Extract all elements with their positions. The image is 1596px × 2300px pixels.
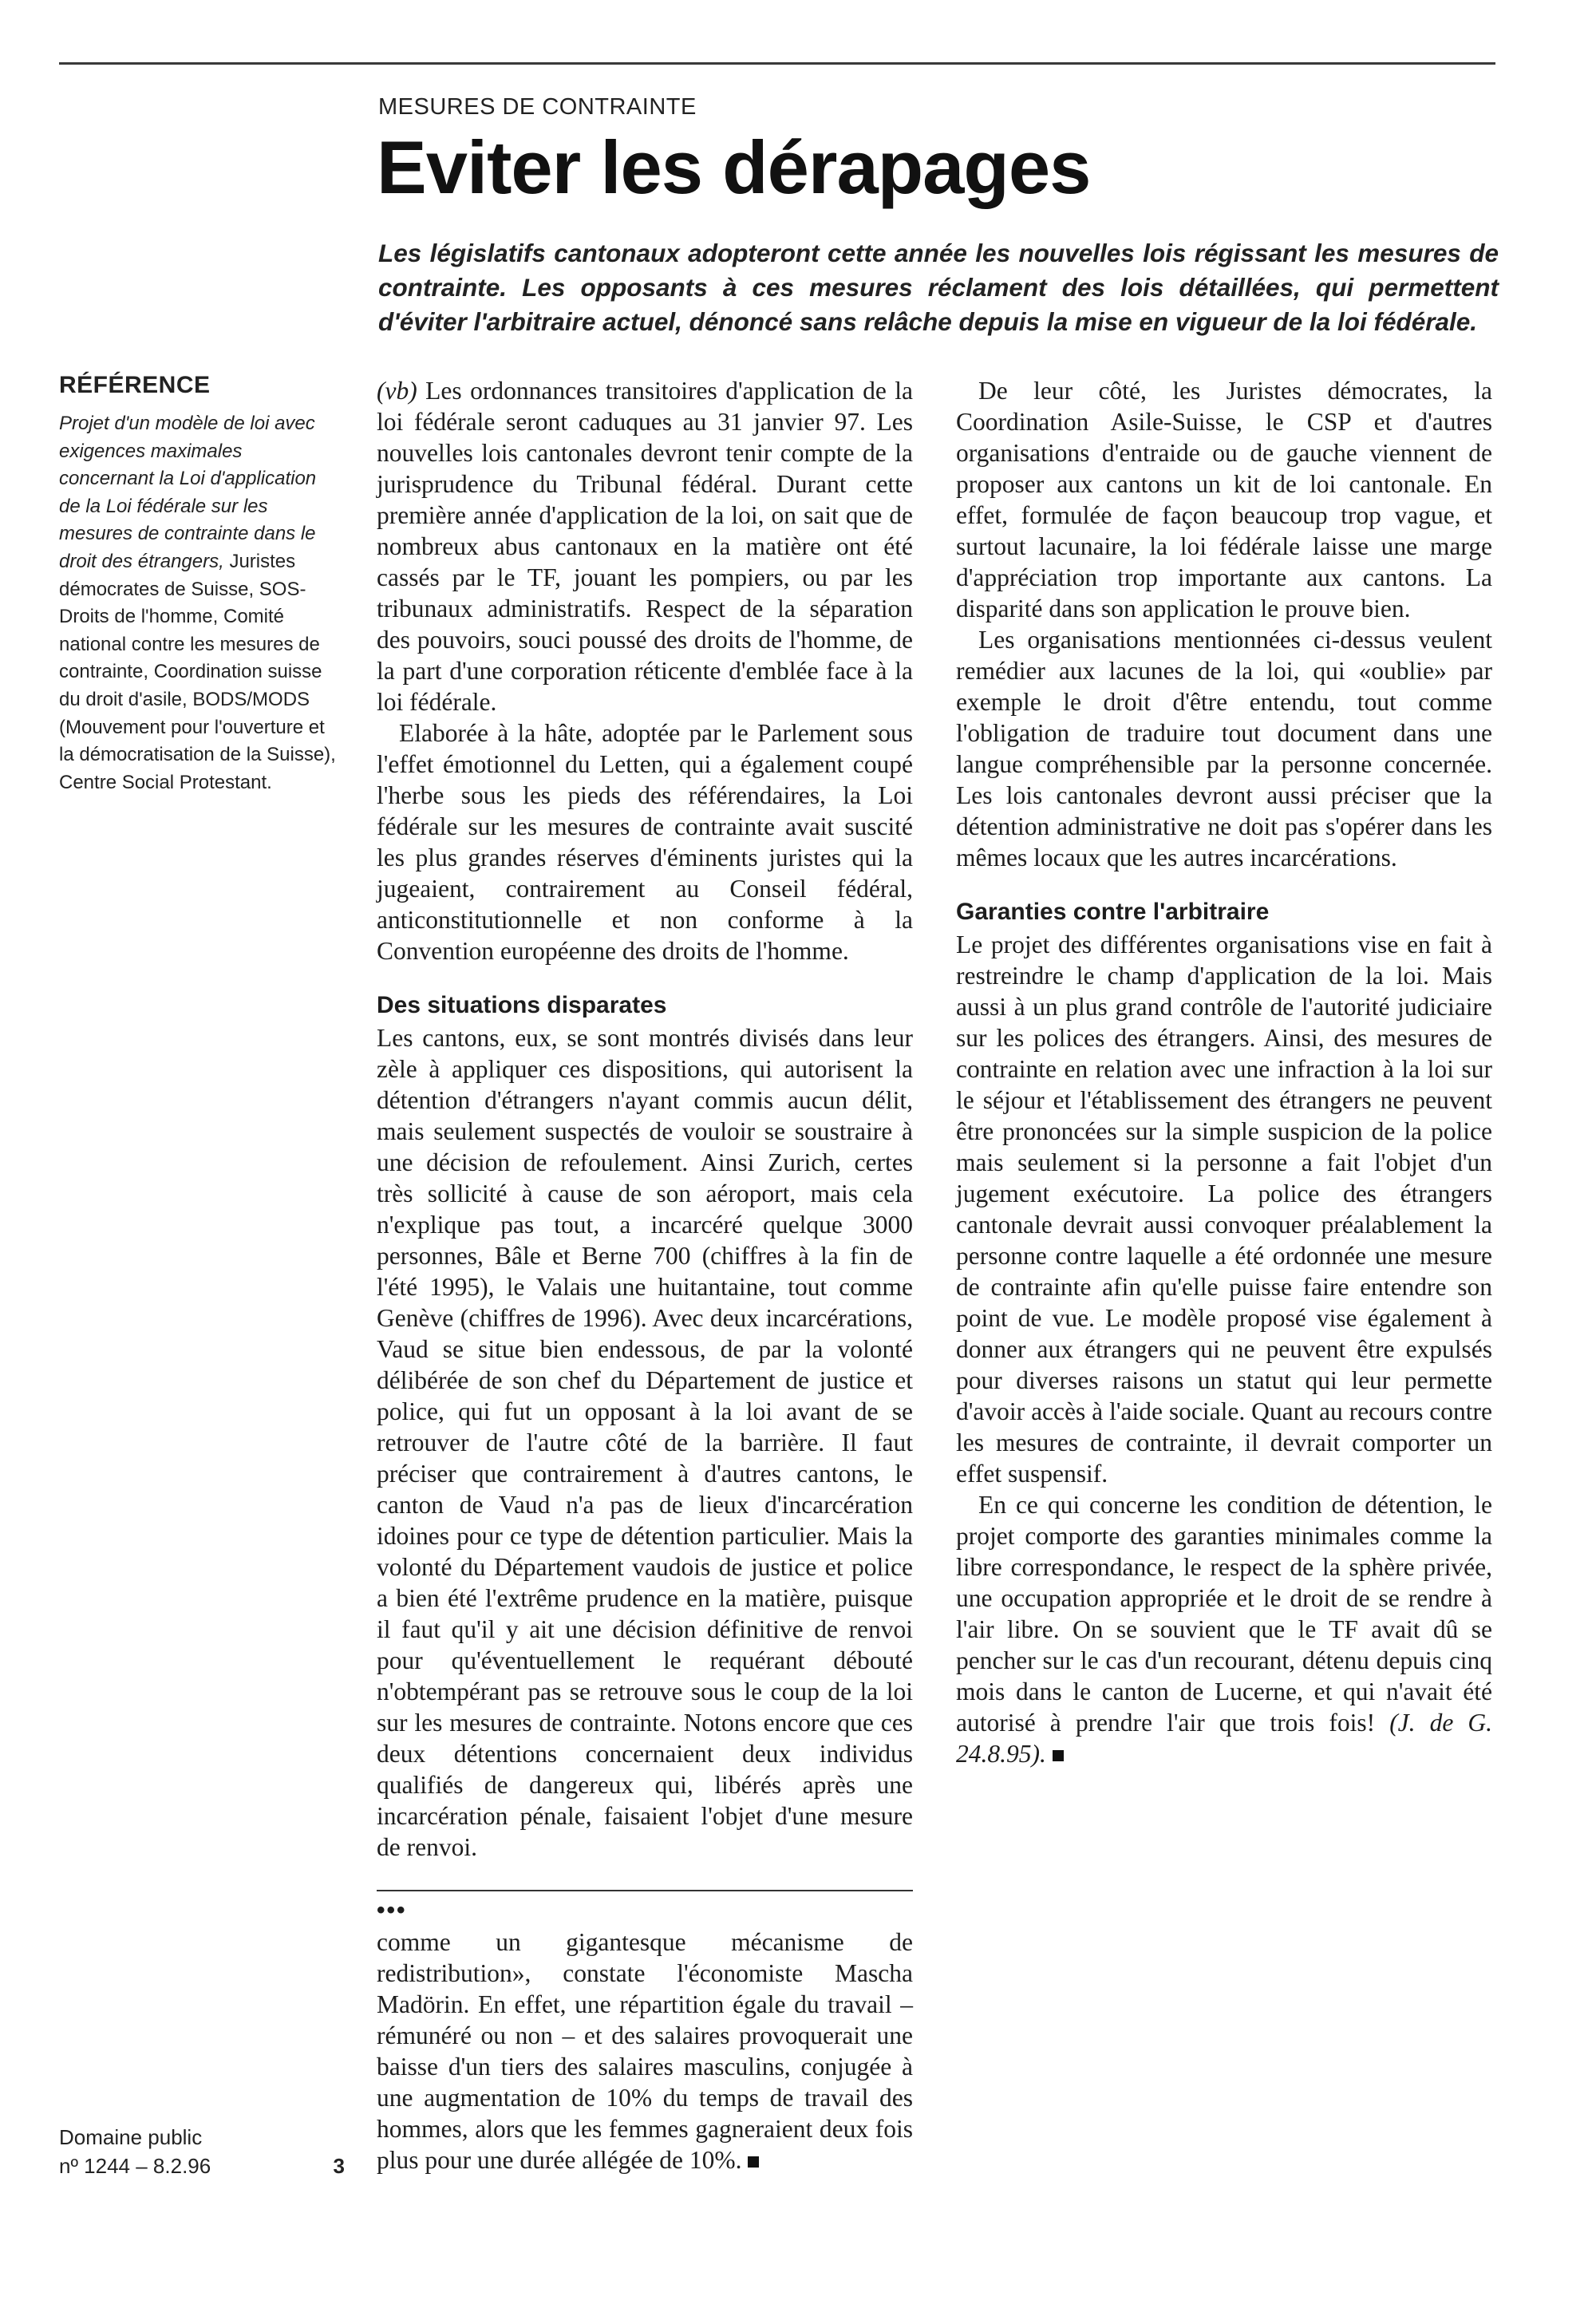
continuation-body: comme un gigantesque mécanisme de redistribution», constate l'économiste Mascha Madörin. En effet, une répartition égale du travail – rémunéré ou non – et des salaires provoquerait une baisse d'un tiers des salaires masculins, conjugée à une augmentation de 10% du temps de travail des hommes, alors que les femmes gagneraient deux fois plus pour une durée allégée de 10%. xyxy=(377,1928,913,2174)
continuation-marker: ••• xyxy=(377,1897,407,1923)
page-number: 3 xyxy=(333,2154,345,2178)
continuation-text xyxy=(377,1927,913,2176)
paragraph-3: Les cantons, eux, se sont montrés divisés dans leur zèle à appliquer ces dispositions, qui autorisent la détention d'étrangers n'ayant commis aucun délit, mais seulement suspectés de vouloir se soustraire à une décision de refoulement. Ainsi Zurich, certes très sollicité à cause de son aéroport, mais cela n'explique pas tout, a incarcéré quelque 3000 personnes, Bâle et Berne 700 (chiffres à la fin de l'été 1995), le Valais une huitantaine, tout comme Genève (chiffres de 1996). Avec deux incarcérations, Vaud se situe bien endessous, de par la volonté délibérée de son chef du Département de justice et police, qui fut un opposant à la loi avant de se retrouver de l'autre côté de la barrière. Il faut préciser que contrairement à d'autres cantons, le canton de Vaud n'a pas de lieux d'incarcération idoines pour ce type de détention particulier. Mais la volonté du Département vaudois de justice et police a bien été l'extrême prudence en la matière, puisque il faut qu'il y ait une décision définitive de renvoi pour qu'éventuellement le requérant débouté n'obtempérant pas se retrouve sous le coup de la loi sur les mesures de contrainte. Notons encore que ces deux détentions concernaient deux individus qualifiés de dangereux qui, libérés après une incarcération pénale, faisaient l'objet d'une mesure de renvoi. xyxy=(377,1024,913,1861)
paragraph-4: De leur côté, les Juristes démocrates, la Coordination Asile-Suisse, le CSP et d'autres organisations d'entraide ou de gauche viennent de proposer aux cantons un kit de loi cantonale. En effet, formulée de façon beaucoup trop vague, et surtout lacunaire, la loi fédérale laisse une marge d'appréciation trop importante aux cantons. La disparité dans son application le prouve bien. xyxy=(956,377,1492,622)
article-column-2 xyxy=(956,375,1492,1769)
subheading-situations: Des situations disparates xyxy=(377,992,667,1018)
article-title: Eviter les dérapages xyxy=(377,125,1091,209)
end-mark-square xyxy=(1053,1750,1064,1761)
reference-authors: Juristes démocrates de Suisse, SOS-Droits de l'homme, Comité national contre les mesures de contrainte, Coordination suisse du droit d'asile, BODS/MODS (Mouvement pour l'ouverture et la démocratisation de la Suisse), Centre Social Protestant. xyxy=(59,550,336,793)
paragraph-1: (vb) Les ordonnances transitoires d'application de la loi fédérale seront caduques au 31 janvier 97. Les nouvelles lois cantonales devront tenir compte de la jurisprudence du Tribunal fédéral. Durant cette première année d'application de la loi, on sait que de nombreux abus cantonaux en la matière ont été cassés par le TF, jouant les pompiers, ou par les tribunaux administratifs. Respect de la séparation des pouvoirs, souci poussé des droits de l'homme, de la part d'une corporation réticente d'emblée face à la loi fédérale. xyxy=(377,377,913,716)
end-mark-square xyxy=(748,2156,759,2168)
paragraph-6: Le projet des différentes organisations vise en fait à restreindre le champ d'application de la loi. Mais aussi à un plus grand contrôle de l'autorité judiciaire sur les polices des étrangers. Ainsi, des mesures de contrainte en relation avec une infraction à la loi sur le séjour et l'établissement des étrangers ne peuvent être prononcées sur la simple suspicion de la police mais seulement si la personne a fait l'objet d'un jugement exécutoire. La police des étrangers cantonale devrait aussi convoquer préalablement la personne contre laquelle a été ordonnée une mesure de contrainte afin qu'elle puisse faire entendre son point de vue. Le modèle proposé vise également à donner aux étrangers qui ne peuvent être expulsés pour diverses raisons un statut qui leur permette d'avoir accès à l'aide sociale. Quant au recours contre les mesures de contrainte, il devrait comporter un effet suspensif. xyxy=(956,931,1492,1488)
citation: (J. de G. 24.8.95). xyxy=(956,1709,1493,1768)
reference-body xyxy=(59,410,338,796)
reference-title: RÉFÉRENCE xyxy=(59,372,211,398)
paragraph-2: Elaborée à la hâte, adoptée par le Parlement sous l'effet émotionnel du Letten, qui a également coupé l'herbe sous les pieds des référendaires, la Loi fédérale sur les mesures de contrainte avait suscité les plus grandes réserves d'éminents juristes qui la jugeaient, contrairement au Conseil fédéral, anticonstitutionnelle et non conforme à la Convention européenne des droits de l'homme. xyxy=(377,719,913,965)
byline: (vb) xyxy=(377,377,417,405)
paragraph-7: En ce qui concerne les condition de détention, le projet comporte des garanties minimales comme la libre correspondance, le respect de la sphère privée, une occupation appropriée et le droit de se rendre à l'air libre. On se souvient que le TF avait dû se pencher sur le cas d'un recourant, détenu depuis cinq mois dans le canton de Lucerne, et qui n'avait été autorisé à prendre l'air que trois fois! (J. de G. 24.8.95). xyxy=(956,1491,1493,1768)
paragraph-5: Les organisations mentionnées ci-dessus veulent remédier aux lacunes de la loi, qui «oublie» par exemple le droit d'être entendu, tout comme l'obligation de traduire tout document dans une langue compréhensible par la personne concernée. Les lois cantonales devront aussi préciser que la détention administrative ne doit pas s'opérer dans les mêmes locaux que les autres incarcérations. xyxy=(956,626,1492,871)
reference-box xyxy=(59,372,338,796)
top-rule xyxy=(59,62,1495,65)
publication-name: Domaine public xyxy=(59,2125,203,2149)
continuation-separator xyxy=(377,1890,913,1891)
section-kicker: MESURES DE CONTRAINTE xyxy=(378,94,697,120)
article-lead: Les législatifs cantonaux adopteront cette année les nouvelles lois régissant les mesures de contrainte. Les opposants à ces mesures réclament des lois détaillées, qui permettent d'éviter l'arbitraire actuel, dénoncé sans relâche depuis la mise en vigueur de la loi fédérale. xyxy=(378,239,1499,336)
subheading-garanties: Garanties contre l'arbitraire xyxy=(956,899,1270,925)
article-column-1 xyxy=(377,375,913,2176)
page-footer xyxy=(59,2123,345,2180)
issue-info: nº 1244 – 8.2.96 xyxy=(59,2154,211,2178)
reference-document-title: Projet d'un modèle de loi avec exigences maximales concernant la Loi d'application de la Loi fédérale sur les mesures de contrainte dans le droit des étrangers, xyxy=(59,413,317,572)
